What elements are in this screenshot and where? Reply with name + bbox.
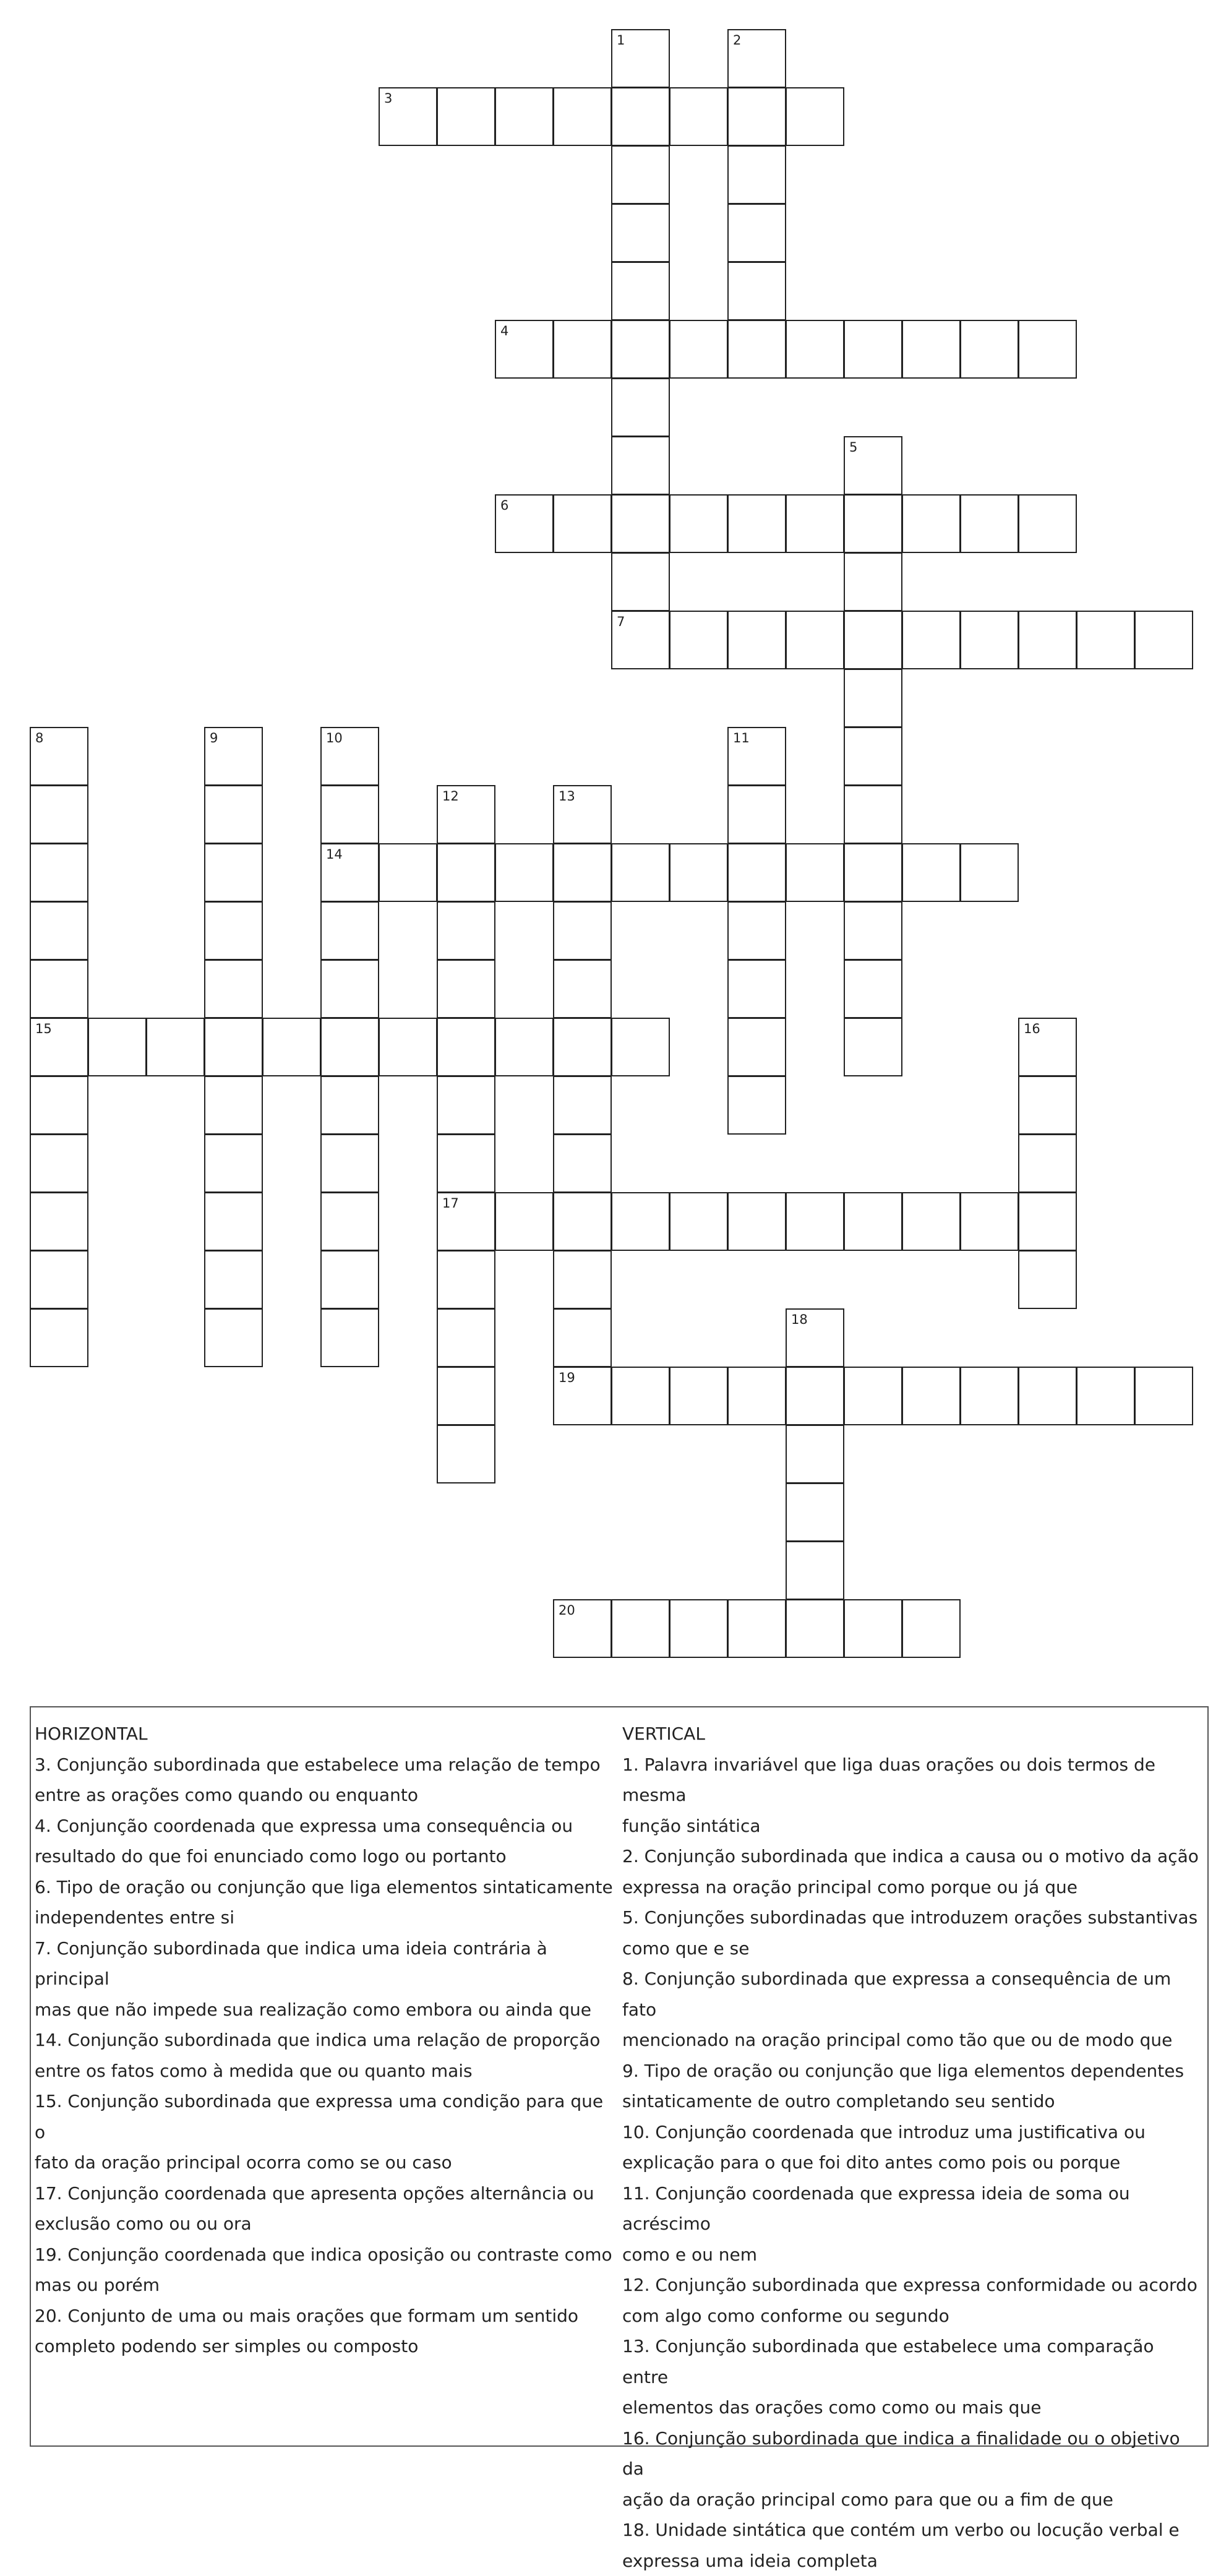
crossword-cell[interactable] — [902, 494, 961, 553]
clue-number: 3 — [384, 91, 392, 106]
crossword-cell[interactable] — [669, 1599, 728, 1658]
crossword-cell[interactable] — [727, 785, 786, 844]
crossword-cell[interactable] — [611, 611, 670, 669]
crossword-cell[interactable] — [727, 901, 786, 960]
clue-line: fato da oração principal ocorra como se ou caso — [35, 2147, 616, 2178]
clue-line: 9. Tipo de oração ou conjunção que liga elementos dependentes — [622, 2056, 1205, 2087]
crossword-cell[interactable] — [727, 843, 786, 902]
crossword-cell[interactable] — [437, 843, 495, 902]
crossword-cell[interactable] — [727, 960, 786, 1018]
crossword-cell[interactable] — [553, 320, 612, 379]
clue-line: exclusão como ou ou ora — [35, 2209, 616, 2239]
crossword-cell[interactable] — [902, 1599, 961, 1658]
clue-line: 1. Palavra invariável que liga duas orações ou dois termos de mesma — [622, 1750, 1205, 1811]
crossword-cell[interactable] — [437, 1250, 495, 1309]
crossword-cell[interactable] — [379, 1018, 437, 1076]
crossword-cell[interactable] — [320, 785, 379, 844]
crossword-cell[interactable] — [902, 611, 961, 669]
clue-line: mencionado na oração principal como tão que ou de modo que — [622, 2025, 1205, 2056]
crossword-cell[interactable] — [1018, 1250, 1077, 1309]
clue-number: 17 — [442, 1196, 459, 1211]
crossword-cell[interactable] — [669, 843, 728, 902]
crossword-cell[interactable] — [553, 1250, 612, 1309]
crossword-cell[interactable] — [553, 1076, 612, 1135]
crossword-cell[interactable] — [611, 436, 670, 495]
crossword-cell[interactable] — [786, 611, 844, 669]
clue-number: 20 — [559, 1603, 575, 1618]
crossword-cell[interactable] — [204, 1134, 263, 1193]
clue-line: 2. Conjunção subordinada que indica a causa ou o motivo da ação — [622, 1841, 1205, 1872]
crossword-cell[interactable] — [320, 843, 379, 902]
crossword-cell[interactable] — [727, 204, 786, 262]
crossword-cell[interactable] — [786, 87, 844, 146]
clue-line: 15. Conjunção subordinada que expressa uma condição para que o — [35, 2086, 616, 2147]
crossword-cell[interactable] — [960, 1192, 1019, 1251]
clue-line: 8. Conjunção subordinada que expressa a consequência de um fato — [622, 1964, 1205, 2025]
clue-line: resultado do que foi enunciado como logo ou portanto — [35, 1841, 616, 1872]
clue-line: sintaticamente de outro completando seu sentido — [622, 2086, 1205, 2117]
crossword-cell[interactable] — [495, 1192, 554, 1251]
crossword-cell[interactable] — [30, 1076, 88, 1135]
crossword-cell[interactable] — [902, 1192, 961, 1251]
crossword-cell[interactable] — [902, 1367, 961, 1425]
crossword-cell[interactable] — [553, 494, 612, 553]
crossword-cell[interactable] — [30, 1134, 88, 1193]
clue-line: 10. Conjunção coordenada que introduz uma justificativa ou — [622, 2117, 1205, 2148]
clue-number: 14 — [326, 847, 343, 862]
crossword-cell[interactable] — [611, 494, 670, 553]
crossword-cell[interactable] — [437, 1018, 495, 1076]
crossword-cell[interactable] — [320, 1192, 379, 1251]
crossword-cell[interactable] — [727, 87, 786, 146]
crossword-cell[interactable] — [611, 87, 670, 146]
clue-line: 19. Conjunção coordenada que indica oposição ou contraste como — [35, 2239, 616, 2270]
clue-number: 2 — [733, 33, 741, 48]
crossword-cell[interactable] — [844, 1192, 902, 1251]
crossword-cell[interactable] — [786, 843, 844, 902]
clue-number: 11 — [733, 731, 750, 745]
crossword-cell[interactable] — [611, 1367, 670, 1425]
crossword-cell[interactable] — [437, 1367, 495, 1425]
crossword-cell[interactable] — [553, 1599, 612, 1658]
crossword-cell[interactable] — [320, 901, 379, 960]
crossword-cell[interactable] — [902, 843, 961, 902]
crossword-cell[interactable] — [844, 727, 902, 786]
clues-panel — [30, 1706, 1209, 2447]
clue-line: com algo como conforme ou segundo — [622, 2301, 1205, 2332]
crossword-cell[interactable] — [727, 1076, 786, 1135]
crossword-cell[interactable] — [786, 1483, 844, 1542]
crossword-cell[interactable] — [611, 204, 670, 262]
clue-line: função sintática — [622, 1811, 1205, 1842]
crossword-cell[interactable] — [204, 901, 263, 960]
crossword-cell[interactable] — [727, 611, 786, 669]
crossword-cell[interactable] — [611, 843, 670, 902]
crossword-cell[interactable] — [1018, 1367, 1077, 1425]
clue-line: mas ou porém — [35, 2270, 616, 2301]
clue-number: 9 — [210, 731, 218, 745]
clue-number: 13 — [559, 789, 575, 804]
clue-line: 20. Conjunto de uma ou mais orações que formam um sentido — [35, 2301, 616, 2332]
crossword-cell[interactable] — [844, 669, 902, 728]
clue-line: independentes entre si — [35, 1902, 616, 1933]
crossword-cell[interactable] — [553, 1018, 612, 1076]
crossword-cell[interactable] — [960, 843, 1019, 902]
crossword-cell[interactable] — [30, 1250, 88, 1309]
crossword-cell[interactable] — [437, 785, 495, 844]
crossword-cell[interactable] — [960, 494, 1019, 553]
crossword-cell[interactable] — [727, 320, 786, 379]
crossword-cell[interactable] — [437, 1192, 495, 1251]
crossword-cell[interactable] — [1018, 1076, 1077, 1135]
clue-line: mas que não impede sua realização como embora ou ainda que — [35, 1994, 616, 2025]
crossword-cell[interactable] — [844, 901, 902, 960]
clue-line: 5. Conjunções subordinadas que introduzem orações substantivas — [622, 1902, 1205, 1933]
crossword-cell[interactable] — [320, 727, 379, 786]
clue-line: expressa na oração principal como porque ou já que — [622, 1872, 1205, 1903]
crossword-cell[interactable] — [611, 1018, 670, 1076]
clue-line: entre as orações como quando ou enquanto — [35, 1780, 616, 1811]
crossword-cell[interactable] — [1076, 611, 1135, 669]
vertical-clues — [622, 1719, 1205, 2576]
horizontal-clues — [35, 1719, 616, 2362]
crossword-cell[interactable] — [786, 1367, 844, 1425]
crossword-cell[interactable] — [611, 320, 670, 379]
clue-number: 6 — [500, 498, 508, 513]
crossword-cell[interactable] — [786, 494, 844, 553]
crossword-cell[interactable] — [786, 1541, 844, 1600]
crossword-cell[interactable] — [30, 1018, 88, 1076]
crossword-cell[interactable] — [437, 960, 495, 1018]
crossword-cell[interactable] — [437, 1076, 495, 1135]
clue-number: 5 — [849, 440, 857, 455]
crossword-cell[interactable] — [844, 843, 902, 902]
clue-line: entre os fatos como à medida que ou quanto mais — [35, 2056, 616, 2087]
crossword-cell[interactable] — [1018, 611, 1077, 669]
crossword-cell[interactable] — [437, 1308, 495, 1367]
crossword-cell[interactable] — [611, 378, 670, 437]
crossword-cell[interactable] — [844, 1018, 902, 1076]
crossword-cell[interactable] — [844, 1367, 902, 1425]
clue-line: como e ou nem — [622, 2239, 1205, 2270]
clue-line: 17. Conjunção coordenada que apresenta opções alternância ou — [35, 2178, 616, 2209]
crossword-cell[interactable] — [553, 1134, 612, 1193]
crossword-cell[interactable] — [553, 843, 612, 902]
clue-line: elementos das orações como como ou mais que — [622, 2392, 1205, 2423]
crossword-cell[interactable] — [669, 1192, 728, 1251]
crossword-cell[interactable] — [844, 552, 902, 611]
crossword-cell[interactable] — [669, 87, 728, 146]
crossword-cell[interactable] — [844, 1599, 902, 1658]
clue-line: 18. Unidade sintática que contém um verbo ou locução verbal e — [622, 2515, 1205, 2546]
clue-number: 7 — [617, 614, 625, 629]
crossword-cell[interactable] — [553, 901, 612, 960]
crossword-cell[interactable] — [320, 1018, 379, 1076]
clue-line: ação da oração principal como para que ou a fim de que — [622, 2484, 1205, 2515]
crossword-cell[interactable] — [437, 901, 495, 960]
crossword-cell[interactable] — [204, 785, 263, 844]
crossword-cell[interactable] — [204, 843, 263, 902]
crossword-cell[interactable] — [611, 1192, 670, 1251]
crossword-cell[interactable] — [30, 843, 88, 902]
clue-number: 1 — [617, 33, 625, 48]
crossword-cell[interactable] — [437, 1425, 495, 1483]
crossword-cell[interactable] — [727, 1192, 786, 1251]
crossword-cell[interactable] — [669, 1367, 728, 1425]
crossword-cell[interactable] — [727, 262, 786, 320]
crossword-cell[interactable] — [30, 727, 88, 786]
crossword-cell[interactable] — [669, 611, 728, 669]
crossword-cell[interactable] — [30, 960, 88, 1018]
clue-number: 19 — [559, 1370, 575, 1385]
crossword-cell[interactable] — [553, 960, 612, 1018]
crossword-cell[interactable] — [611, 145, 670, 204]
crossword-cell[interactable] — [1018, 1018, 1077, 1076]
crossword-cell[interactable] — [669, 320, 728, 379]
clue-line: completo podendo ser simples ou composto — [35, 2331, 616, 2362]
crossword-cell[interactable] — [1018, 1134, 1077, 1193]
crossword-cell[interactable] — [204, 1308, 263, 1367]
horizontal-heading: HORIZONTAL — [35, 1719, 616, 1750]
clue-line: 4. Conjunção coordenada que expressa uma consequência ou — [35, 1811, 616, 1842]
clue-line: explicação para o que foi dito antes como pois ou porque — [622, 2147, 1205, 2178]
crossword-cell[interactable] — [320, 1076, 379, 1135]
crossword-cell[interactable] — [495, 87, 554, 146]
crossword-cell[interactable] — [320, 1250, 379, 1309]
crossword-cell[interactable] — [495, 320, 554, 379]
crossword-cell[interactable] — [727, 727, 786, 786]
crossword-cell[interactable] — [30, 901, 88, 960]
crossword-cell[interactable] — [844, 960, 902, 1018]
crossword-cell[interactable] — [1134, 611, 1193, 669]
clue-line: 3. Conjunção subordinada que estabelece uma relação de tempo — [35, 1750, 616, 1780]
crossword-cell[interactable] — [611, 29, 670, 88]
crossword-cell[interactable] — [88, 1018, 147, 1076]
crossword-cell[interactable] — [204, 1018, 263, 1076]
crossword-cell[interactable] — [727, 1599, 786, 1658]
crossword-cell[interactable] — [495, 843, 554, 902]
crossword-cell[interactable] — [553, 1192, 612, 1251]
crossword-cell[interactable] — [320, 960, 379, 1018]
crossword-cell[interactable] — [379, 843, 437, 902]
crossword-cell[interactable] — [727, 1367, 786, 1425]
vertical-heading: VERTICAL — [622, 1719, 1205, 1750]
crossword-cell[interactable] — [553, 785, 612, 844]
clue-line: 16. Conjunção subordinada que indica a finalidade ou o objetivo da — [622, 2423, 1205, 2484]
crossword-cell[interactable] — [960, 611, 1019, 669]
clue-line: 12. Conjunção subordinada que expressa conformidade ou acordo — [622, 2270, 1205, 2301]
clue-number: 18 — [791, 1312, 808, 1327]
crossword-cell[interactable] — [1134, 1367, 1193, 1425]
crossword-cell[interactable] — [844, 320, 902, 379]
crossword-cell[interactable] — [611, 262, 670, 320]
crossword-cell[interactable] — [320, 1308, 379, 1367]
crossword-cell[interactable] — [553, 1308, 612, 1367]
crossword-cell[interactable] — [786, 1425, 844, 1483]
clue-line: 6. Tipo de oração ou conjunção que liga elementos sintaticamente — [35, 1872, 616, 1903]
crossword-cell[interactable] — [262, 1018, 321, 1076]
crossword-cell[interactable] — [786, 1308, 844, 1367]
clue-number: 15 — [35, 1021, 52, 1036]
clue-line: 14. Conjunção subordinada que indica uma relação de proporção — [35, 2025, 616, 2056]
clue-number: 12 — [442, 789, 459, 804]
clue-number: 10 — [326, 731, 343, 745]
clue-line: 7. Conjunção subordinada que indica uma ideia contrária à principal — [35, 1933, 616, 1994]
clue-line: expressa uma ideia completa — [622, 2546, 1205, 2576]
crossword-cell[interactable] — [495, 494, 554, 553]
clue-line: 11. Conjunção coordenada que expressa ideia de soma ou acréscimo — [622, 2178, 1205, 2239]
crossword-cell[interactable] — [844, 494, 902, 553]
crossword-cell[interactable] — [204, 727, 263, 786]
crossword-cell[interactable] — [1018, 494, 1077, 553]
crossword-cell[interactable] — [1018, 1192, 1077, 1251]
crossword-cell[interactable] — [611, 1599, 670, 1658]
crossword-cell[interactable] — [146, 1018, 205, 1076]
crossword-cell[interactable] — [960, 320, 1019, 379]
crossword-cell[interactable] — [30, 1308, 88, 1367]
crossword-cell[interactable] — [727, 494, 786, 553]
crossword-cell[interactable] — [204, 1250, 263, 1309]
crossword-cell[interactable] — [320, 1134, 379, 1193]
crossword-cell[interactable] — [30, 1192, 88, 1251]
crossword-cell[interactable] — [727, 145, 786, 204]
crossword-cell[interactable] — [30, 785, 88, 844]
crossword-cell[interactable] — [844, 611, 902, 669]
crossword-cell[interactable] — [1076, 1367, 1135, 1425]
crossword-cell[interactable] — [727, 29, 786, 88]
crossword-cell[interactable] — [786, 1192, 844, 1251]
crossword-cell[interactable] — [379, 87, 437, 146]
crossword-cell[interactable] — [786, 320, 844, 379]
crossword-cell[interactable] — [786, 1599, 844, 1658]
crossword-cell[interactable] — [437, 1134, 495, 1193]
crossword-cell[interactable] — [902, 320, 961, 379]
clue-number: 8 — [35, 731, 43, 745]
crossword-cell[interactable] — [437, 87, 495, 146]
crossword-cell[interactable] — [553, 87, 612, 146]
crossword-cell[interactable] — [611, 552, 670, 611]
crossword-cell[interactable] — [495, 1018, 554, 1076]
crossword-cell[interactable] — [669, 494, 728, 553]
crossword-cell[interactable] — [960, 1367, 1019, 1425]
crossword-cell[interactable] — [204, 1192, 263, 1251]
crossword-cell[interactable] — [204, 1076, 263, 1135]
clue-number: 4 — [500, 324, 508, 338]
crossword-cell[interactable] — [727, 1018, 786, 1076]
clue-line: 13. Conjunção subordinada que estabelece uma comparação entre — [622, 2331, 1205, 2392]
crossword-cell[interactable] — [204, 960, 263, 1018]
clue-number: 16 — [1024, 1021, 1040, 1036]
crossword-cell[interactable] — [553, 1367, 612, 1425]
crossword-cell[interactable] — [1018, 320, 1077, 379]
crossword-cell[interactable] — [844, 785, 902, 844]
clue-line: como que e se — [622, 1933, 1205, 1964]
crossword-cell[interactable] — [844, 436, 902, 495]
